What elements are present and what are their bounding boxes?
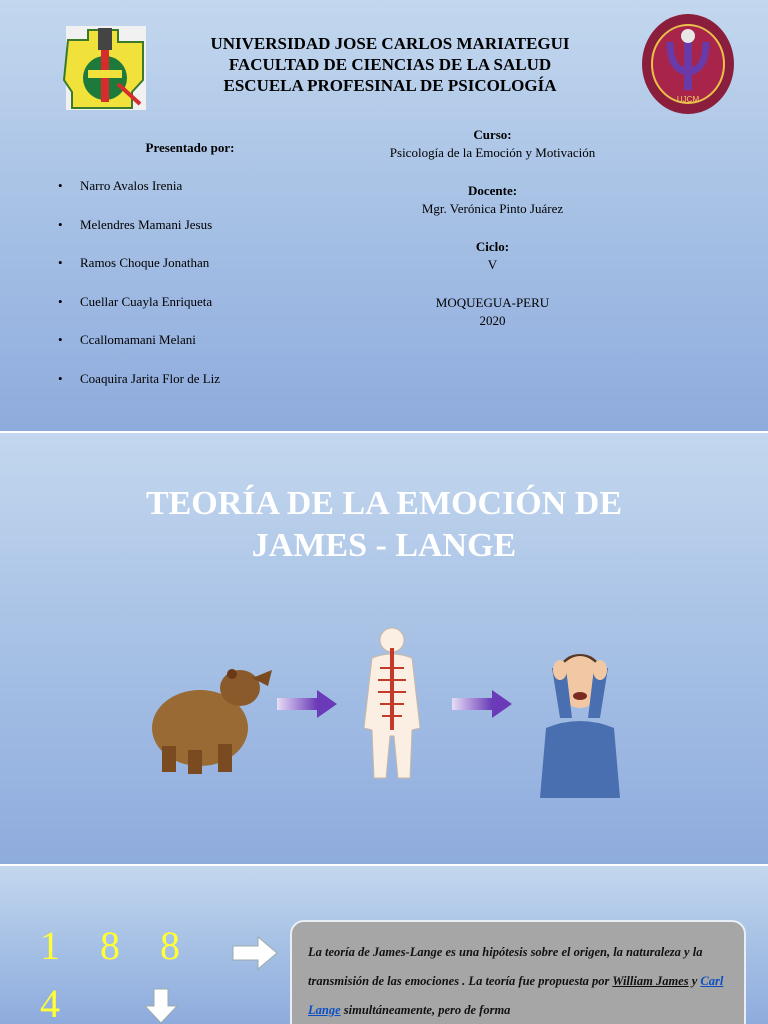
- presented-by-label: Presentado por:: [145, 140, 235, 155]
- slide-title-heading: [60, 483, 708, 567]
- james-lange-illustration: [140, 618, 640, 798]
- bullet: •: [58, 370, 63, 386]
- cycle-value: V: [487, 257, 498, 272]
- course-info: [330, 126, 655, 330]
- description-text: La teoría de James-Lange es una hipótesis sobre el origen, la naturaleza y la transmisión de las emociones . La teoría fue propuesta por: [308, 945, 703, 988]
- year-digit: 8: [160, 923, 180, 968]
- description-text: simultáneamente, pero de forma: [340, 1003, 511, 1017]
- year-digit: 4: [40, 981, 60, 1024]
- member-name: Melendres Mamani Jesus: [80, 216, 213, 232]
- member-name: Narro Avalos Irenia: [80, 178, 183, 193]
- faculty-name: FACULTAD DE CIENCIAS DE LA SALUD: [228, 55, 552, 74]
- university-name: UNIVERSIDAD JOSE CARLOS MARIATEGUI: [210, 34, 570, 53]
- member-name: Coaquira Jarita Flor de Liz: [80, 370, 221, 386]
- location: MOQUEGUA-PERU: [435, 295, 550, 310]
- slide-history: [0, 866, 768, 1024]
- title-line-1: TEORÍA DE LA EMOCIÓN DE: [145, 485, 623, 522]
- bullet: •: [58, 255, 63, 270]
- member-name: Cuellar Cuayla Enriqueta: [80, 293, 213, 309]
- university-logo-left: [58, 20, 154, 116]
- member-name: Ramos Choque Jonathan: [80, 255, 210, 270]
- arrow-right-icon: [232, 936, 278, 970]
- cycle-label: Ciclo:: [475, 239, 510, 254]
- seal-text: UJCM: [676, 95, 700, 104]
- theory-description-box: [290, 920, 746, 1024]
- bullet: •: [58, 216, 63, 232]
- bullet: •: [58, 332, 63, 347]
- frightened-man-icon: [540, 654, 620, 798]
- list-item: [58, 255, 220, 294]
- bear-icon: [152, 669, 272, 774]
- school-name: ESCUELA PROFESINAL DE PSICOLOGÍA: [223, 76, 557, 95]
- arrow-right-icon: [277, 690, 337, 718]
- year-digit: 1: [40, 923, 60, 968]
- teacher-name: Mgr. Verónica Pinto Juárez: [421, 201, 564, 216]
- year-digit: 8: [100, 923, 120, 968]
- list-item: [58, 371, 220, 410]
- list-item: [58, 294, 220, 333]
- year: 2020: [479, 313, 506, 328]
- bullet: •: [58, 293, 63, 309]
- teacher-label: Docente:: [467, 183, 518, 198]
- psychology-faculty-seal: [640, 12, 736, 116]
- institution-header: [160, 33, 620, 96]
- members-list: [58, 178, 220, 409]
- slide-title: [0, 433, 768, 864]
- list-item: [58, 178, 220, 217]
- arrow-down-icon: [144, 988, 178, 1024]
- course-label: Curso:: [473, 127, 512, 142]
- arrow-right-icon: [452, 690, 512, 718]
- description-text: y: [688, 974, 701, 988]
- list-item: [58, 332, 220, 371]
- course-name: Psicología de la Emoción y Motivación: [389, 145, 596, 160]
- slide-cover: [0, 0, 768, 431]
- william-james-name: William James: [612, 974, 689, 988]
- list-item: [58, 217, 220, 256]
- title-line-2: JAMES - LANGE: [251, 527, 517, 564]
- carl-lange-link[interactable]: Carl Lange: [308, 974, 724, 1017]
- member-name: Ccallomamani Melani: [80, 332, 196, 347]
- nervous-system-icon: [364, 628, 420, 778]
- bullet: •: [58, 178, 63, 193]
